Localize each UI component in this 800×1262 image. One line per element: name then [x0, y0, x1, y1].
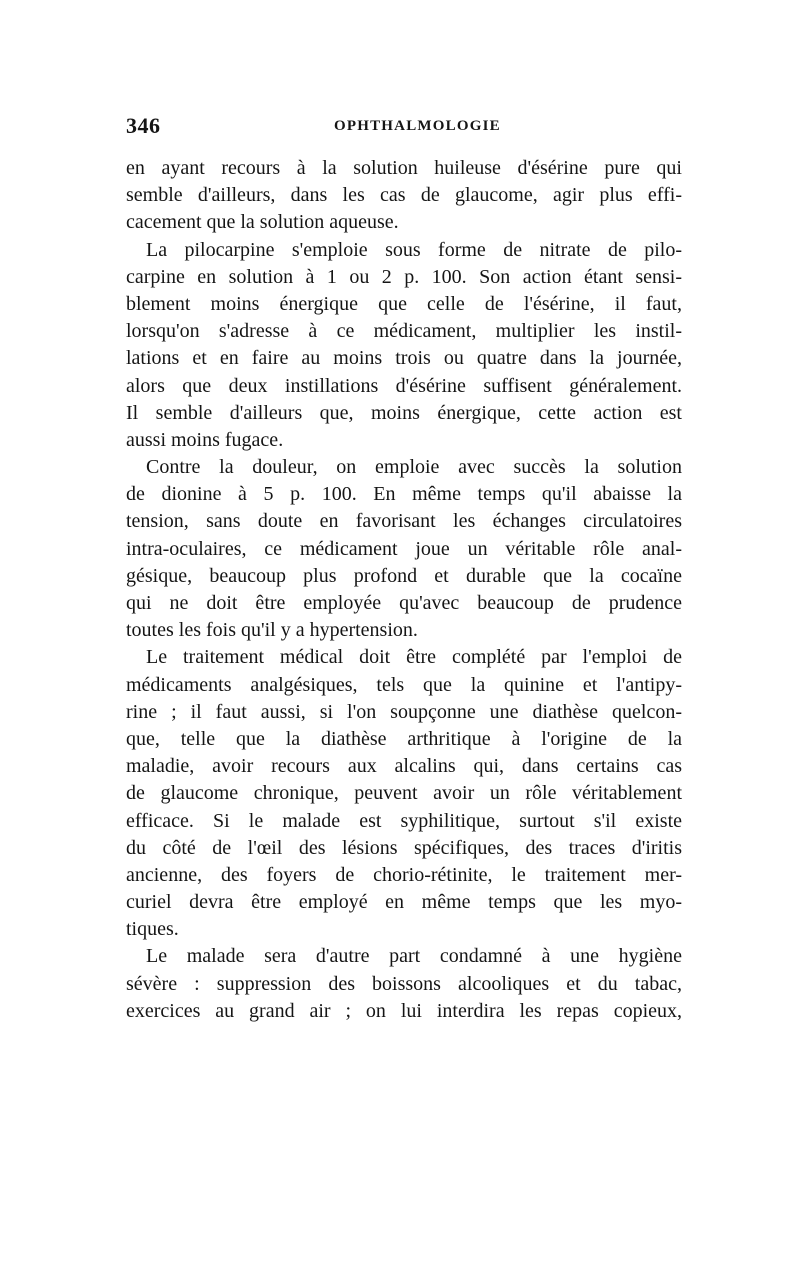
text-line: La pilocarpine s'emploie sous forme de nitrate de pilo-: [146, 238, 682, 261]
text-line: de glaucome chronique, peuvent avoir un rôle véritablement: [126, 782, 682, 805]
text-line: exercices au grand air ; on lui interdira les repas copieux,: [126, 999, 682, 1022]
text-line: cacement que la solution aqueuse.: [126, 211, 399, 234]
text-line: en ayant recours à la solution huileuse d'ésérine pure qui: [126, 157, 682, 179]
text-line: de dionine à 5 p. 100. En même temps qu'il abaisse la: [126, 483, 682, 506]
text-line: Contre la douleur, on emploie avec succès la solution: [146, 456, 682, 479]
text-line: aussi moins fugace.: [126, 428, 284, 451]
text-line: Le traitement médical doit être complété par l'emploi de: [146, 646, 682, 669]
text-line: lations et en faire au moins trois ou quatre dans la journée,: [126, 347, 682, 370]
text-line: Le malade sera d'autre part condamné à une hygiène: [146, 945, 682, 968]
text-line: du côté de l'œil des lésions spécifiques, des traces d'iritis: [126, 836, 682, 859]
page-header: [126, 113, 682, 143]
text-line: curiel devra être employé en même temps que les myo-: [126, 891, 682, 914]
text-line: tiques.: [126, 918, 179, 941]
text-line: rine ; il faut aussi, si l'on soupçonne une diathèse quelcon-: [126, 700, 682, 723]
text-line: maladie, avoir recours aux alcalins qui, dans certains cas: [126, 755, 682, 778]
text-line: intra-oculaires, ce médicament joue un véritable rôle anal-: [126, 537, 682, 560]
text-line: tension, sans doute en favorisant les échanges circulatoires: [126, 510, 682, 533]
text-line: médicaments analgésiques, tels que la quinine et l'antipy-: [126, 673, 682, 696]
body-text: [126, 155, 682, 1025]
text-line: Il semble d'ailleurs que, moins énergique, cette action est: [126, 401, 682, 424]
running-title: OPHTHALMOLOGIE: [334, 118, 501, 134]
text-line: qui ne doit être employée qu'avec beaucoup de prudence: [126, 592, 682, 614]
text-line: gésique, beaucoup plus profond et durable que la cocaïne: [126, 564, 682, 587]
text-line: toutes les fois qu'il y a hypertension.: [126, 619, 418, 642]
text-line: carpine en solution à 1 ou 2 p. 100. Son action étant sensi-: [126, 265, 682, 288]
text-line: semble d'ailleurs, dans les cas de glaucome, agir plus effi-: [126, 184, 682, 207]
page-number: 346: [126, 113, 161, 138]
text-line: lorsqu'on s'adresse à ce médicament, multiplier les instil-: [126, 320, 682, 343]
text-line: blement moins énergique que celle de l'ésérine, il faut,: [126, 292, 682, 315]
text-line: efficace. Si le malade est syphilitique, surtout s'il existe: [126, 809, 682, 832]
text-line: que, telle que la diathèse arthritique à l'origine de la: [126, 727, 682, 750]
text-line: ancienne, des foyers de chorio-rétinite, le traitement mer-: [126, 863, 682, 886]
text-line: alors que deux instillations d'ésérine suffisent généralement.: [126, 374, 682, 397]
text-line: sévère : suppression des boissons alcooliques et du tabac,: [126, 972, 682, 995]
